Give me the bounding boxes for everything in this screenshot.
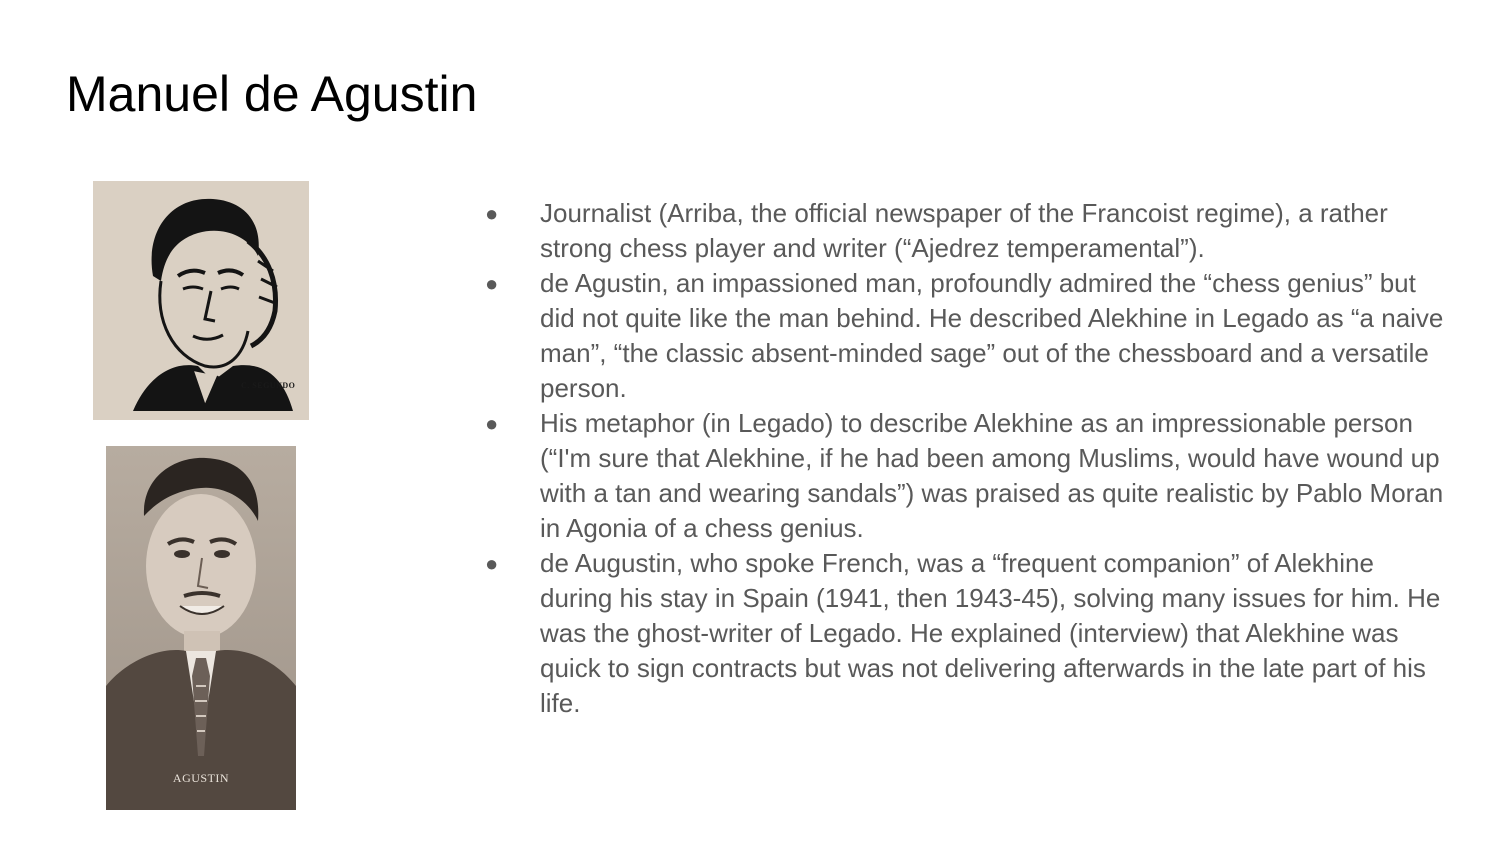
photo-caption: AGUSTIN xyxy=(172,771,230,785)
bullet-item xyxy=(485,406,1445,546)
photo-drawing xyxy=(106,446,296,810)
bullet-dot-icon: ● xyxy=(485,201,499,226)
bullet-item xyxy=(485,266,1445,406)
bullet-text: Journalist (Arriba, the official newspaper of the Francoist regime), a rather strong chess player and writer (“Ajedrez temperamental”). xyxy=(540,198,1388,263)
bullet-text: His metaphor (in Legado) to describe Alekhine as an impressionable person (“I'm sure that Alekhine, if he had been among Muslims, would have wound up with a tan and wearing sandals”) was praised as quite realistic by Pablo Moran in Agonia of a chess genius. xyxy=(540,408,1444,543)
bullet-text: de Agustin, an impassioned man, profoundly admired the “chess genius” but did not quite like the man behind. He described Alekhine in Legado as “a naive man”, “the classic absent-minded sage” out of the chessboard and a versatile person. xyxy=(540,268,1444,403)
portrait-sketch-image xyxy=(93,181,309,420)
bullet-dot-icon: ● xyxy=(485,411,499,436)
portrait-photo-image xyxy=(106,446,296,810)
slide-title: Manuel de Agustin xyxy=(66,66,478,122)
bullet-dot-icon: ● xyxy=(485,271,499,296)
sketch-signature: C. SEGUNDO xyxy=(241,381,296,390)
bullet-text: de Augustin, who spoke French, was a “frequent companion” of Alekhine during his stay in Spain (1941, then 1943-45), solving many issues for him. He was the ghost-writer of Legado. He explained (interview) that Alekhine was quick to sign contracts but was not delivering afterwards in the late part of his life. xyxy=(540,548,1441,718)
bullet-item xyxy=(485,196,1445,266)
bullet-list xyxy=(485,196,1445,721)
bullet-item xyxy=(485,546,1445,721)
bullet-dot-icon: ● xyxy=(485,551,499,576)
